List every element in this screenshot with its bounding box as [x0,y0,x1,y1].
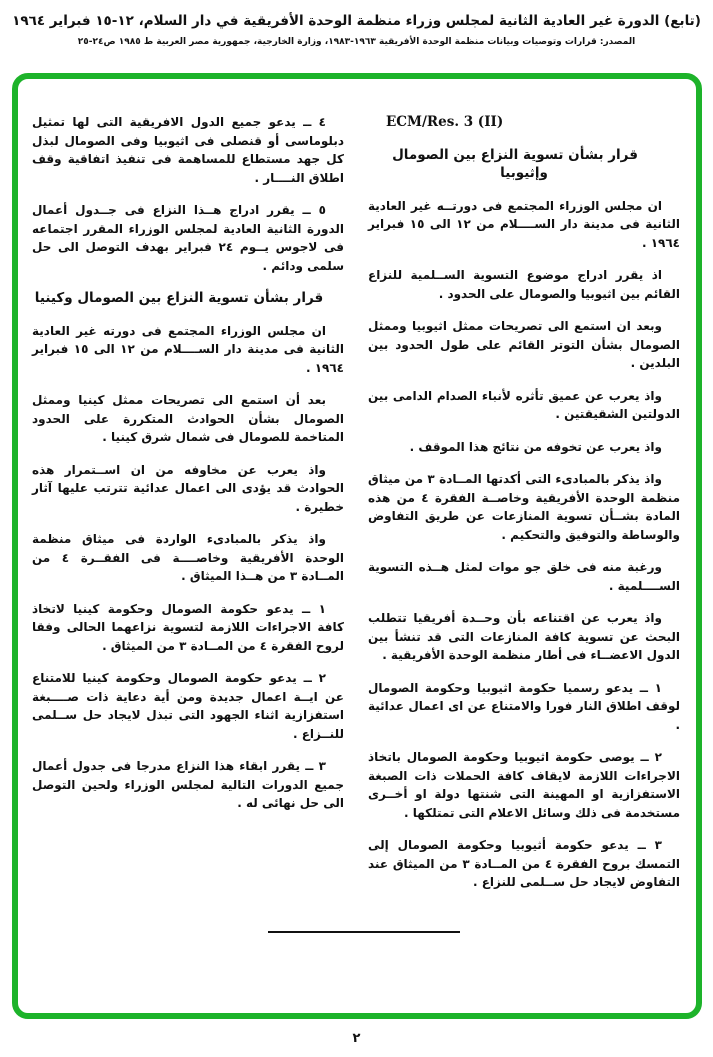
paragraph: واذ يذكر بالمبادىء الواردة فى ميثاق منظمة الوحدة الأفريقية وخاصــــة فى الفقــرة ٤ من المــادة ٣ من هــذا الميثاق . [32,532,344,583]
paragraph: ١ ــ يدعو حكومة الصومال وحكومة كينيا لاتخاذ كافة الاجراءات اللازمة لتسوية نزاعهما الحالى وفقا لروح الفقرة ٤ من المــادة ٣ من الميثاق . [32,601,344,653]
page-number: ٢ [352,1031,361,1046]
resolution-heading-somalia-ethiopia: قرار بشأن تسوية النزاع بين الصومال وإثيوبيا [392,146,638,181]
column-left [32,113,344,906]
paragraph: اذ يقرر ادراج موضوع التسوية الســلمية للنزاع القائم بين اثيوبيا والصومال على الحدود . [368,268,680,301]
source-line: المصدر: قرارات وتوصيات وبيانات منظمة الوحدة الأفريقية ١٩٦٣-١٩٨٣، وزارة الخارجية، جمهورية مصر العربية ط ١٩٨٥ ص٢٤-٢٥ [77,37,636,47]
paragraph: واذ يعرب عن اقتناعه بأن وحــدة أفريقيا تتطلب البحث عن تسوية كافة المنازعات التى قد تنشأ بين الدول الاعضــاء فى أطار منظمة الوحدة الأفريقية . [368,611,680,662]
paragraph: وبعد ان استمع الى تصريحات ممثل اثيوبيا وممثل الصومال بشأن التوتر القائم على طول الحدود بين البلدين . [368,319,680,370]
paragraph: ٥ ــ يقرر ادراج هــذا النزاع فى جــدول أعمال الدورة الثانية العادية لمجلس الوزراء المقرر اجتماعه فى لاجوس يــوم ٢٤ فبراير بهدف التوصل الى حل سلمى ودائم . [32,203,344,273]
paragraph: ورغبة منه فى خلق جو موات لمثل هــذه التسوية الســــلمية . [368,560,680,593]
paragraph: واذ يعرب عن عميق تأثره لأنباء الصدام الدامى بين الدولتين الشقيقتين . [368,388,680,421]
paragraph: ٢ ــ يوصى حكومة اثيوبيا وحكومة الصومال باتخاذ الاجراءات اللازمة لايقاف كافة الحملات ذات الصبغة الاستفزازية او المهينة التى شنتها دولة او أخــرى مستخدمة فى ذلك وسائل الاعلام التى تمتلكها . [368,750,680,820]
paragraph: ١ ــ يدعو رسميا حكومة اثيوبيا وحكومة الصومال لوقف اطلاق النار فورا والامتناع عن اى اعمال عدائية . [368,680,680,732]
paragraph: ٤ ــ يدعو جميع الدول الافريقية التى لها تمثيل دبلوماسى أو قنصلى فى اثيوبيا وفى الصومال لبذل كل جهد مستطاع للمساهمة فى تنفيذ اتفاقية وقف اطلاق النــــار . [32,115,344,185]
document-body [18,79,696,906]
column-right [368,113,680,906]
paragraph: ٢ ــ يدعو حكومة الصومال وحكومة كينيا للامتناع عن ايــة اعمال جديدة ومن أية دعاية ذات صــــبغة استفزازية اثناء الجهود التى تبذل لايجاد حل ســلمى للنــزاع . [32,671,344,741]
paragraph: واذ يعرب عن مخاوفه من ان اســتمرار هذه الحوادث قد يؤدى الى اعمال عدائية تترتب عليها آثار خطيرة . [32,462,344,514]
paragraph: ان مجلس الوزراء المجتمع فى دورته غير العادية الثانية فى مدينة دار الســــلام من ١٢ الى ١٥ فبراير ١٩٦٤ . [32,323,344,375]
page-header [0,13,713,47]
paragraph: بعد أن استمع الى تصريحات ممثل كينيا وممثل الصومال بشأن الحوادث المتكررة على الحدود المتاخمة للصومال فى شمال شرق كينيا . [32,393,344,444]
resolution-heading-somalia-kenya: قرار بشأن تسوية النزاع بين الصومال وكينيا [34,290,324,306]
resolution-reference: ECM/Res. 3 (II) [386,114,504,130]
paragraph: ٣ ــ يدعو حكومة أثيوبيا وحكومة الصومال إلى التمسك بروح الفقرة ٤ من المــادة ٣ من الميثاق عند التفاوض لايجاد حل ســلمى للنزاع . [368,838,680,889]
paragraph: ٣ ــ يقرر ابقاء هذا النزاع مدرجا فى جدول أعمال جميع الدورات التالية لمجلس الوزراء ولحين التوصل الى حل نهائى له . [32,759,344,810]
paragraph: واذ يعرب عن تخوفه من نتائج هذا الموقف . [409,439,662,454]
document-title: (تابع) الدورة غير العادية الثانية لمجلس وزراء منظمة الوحدة الأفريقية في دار السلام، ١٢-١٥ فبراير ١٩٦٤ [12,13,701,29]
end-divider-line [268,931,460,933]
document-frame [12,73,702,1019]
paragraph: واذ يذكر بالمبادىء التى أكدتها المــادة ٣ من ميثاق منظمة الوحدة الأفريقية وخاصــة الفقرة ٤ من هذه المادة بشــأن تسوية المنازعات عن طريق التفاوض والوساطة والتوفيق والتحكيم . [368,472,681,542]
paragraph: ان مجلس الوزراء المجتمع فى دورتــه غير العادية الثانية فى مدينة دار الســــلام من ١٢ الى ١٥ فبراير ١٩٦٤ . [368,198,680,250]
